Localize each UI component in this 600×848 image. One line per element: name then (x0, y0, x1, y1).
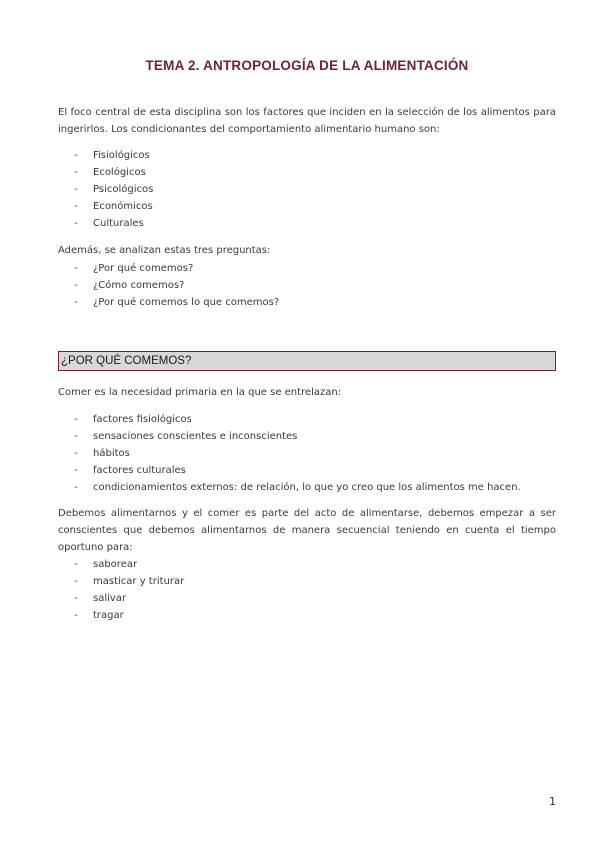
list-item: - factores culturales (74, 465, 186, 476)
list-item: - condicionamientos externos: de relación, lo que yo creo que los alimentos me hacen. (74, 482, 521, 493)
list-item: - saborear (74, 559, 138, 570)
factors-list (58, 147, 153, 232)
section-paragraph: Debemos alimentarnos y el comer es parte del acto de alimentarse, debemos empezar a ser conscientes que debemos alimentarnos de manera secuencial teniendo en cuenta el tiempo oportuno para: (58, 508, 556, 553)
steps-list (58, 556, 184, 624)
list-item: - ¿Por qué comemos lo que comemos? (74, 297, 280, 308)
page-title: TEMA 2. ANTROPOLOGÍA DE LA ALIMENTACIÓN (145, 58, 469, 73)
list-item: - ¿Por qué comemos? (74, 263, 194, 274)
list-item: - Culturales (74, 218, 144, 229)
list-item: - ¿Cómo comemos? (74, 280, 185, 291)
list-item: - Fisiológicos (74, 150, 150, 161)
list-item: - hábitos (74, 448, 130, 459)
list-item: - Ecológicos (74, 167, 146, 178)
list-item: - masticar y triturar (74, 576, 185, 587)
list-item: - tragar (74, 610, 124, 621)
questions-intro: Además, se analizan estas tres preguntas: (58, 245, 271, 256)
section-heading: ¿POR QUÉ COMEMOS? (58, 351, 556, 371)
list-item: - salivar (74, 593, 127, 604)
list-item: - factores fisiológicos (74, 414, 192, 425)
list-item: - Económicos (74, 201, 153, 212)
page-number: 1 (549, 795, 556, 808)
questions-list (58, 260, 279, 311)
list-item: - sensaciones conscientes e inconscientes (74, 431, 298, 442)
causes-list (58, 411, 521, 496)
section-intro: Comer es la necesidad primaria en la que se entrelazan: (58, 387, 342, 398)
list-item: - Psicológicos (74, 184, 154, 195)
intro-paragraph: El foco central de esta disciplina son los factores que inciden en la selección de los alimentos para ingerirlos. Los condicionantes del comportamiento alimentario humano son: (58, 107, 556, 135)
